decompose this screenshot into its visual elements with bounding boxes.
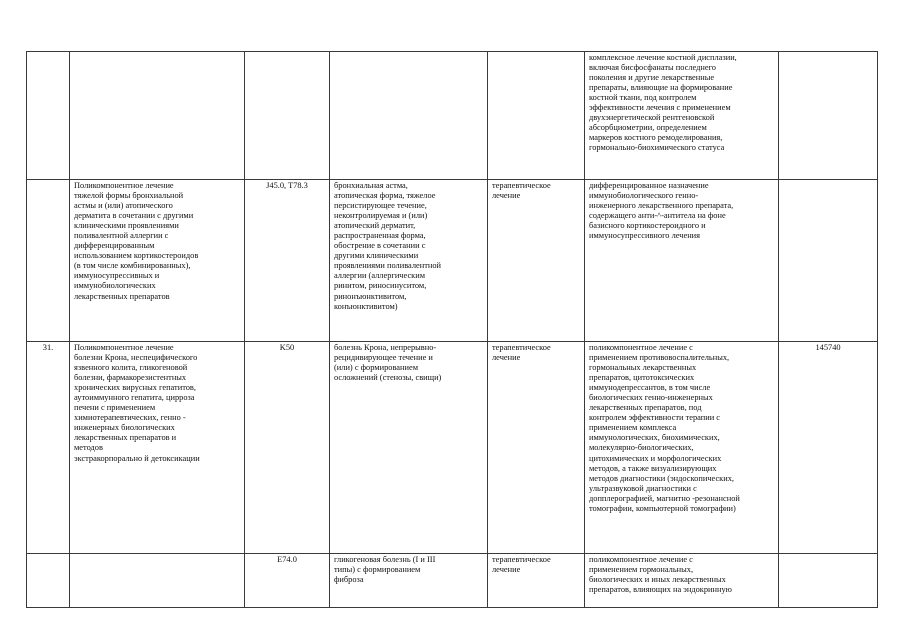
treatment-name-cell: Поликомпонентное лечение тяжелой формы бронхиальной астмы и (или) атопического дерматита в сочетании с другими клиническими проявлениями поливалентной аллергии с дифференцированным использованием кортикостероидов (в том числе комбинированных), иммуносупрессивных и иммунобиологических лекарственных препаратов <box>70 180 245 342</box>
price-cell <box>779 180 878 342</box>
treatment-type-cell <box>488 52 585 180</box>
treatment-type-cell: терапевтическое лечение <box>488 342 585 554</box>
table-row <box>27 554 878 608</box>
patient-model-cell: бронхиальная астма, атопическая форма, тяжелое персистирующее течение, неконтролируемая и (или) атопический дерматит, распространенная форма, обострение в сочетании с другими клиническими проявлениями поливалентной аллергии (аллергическим ринитом, риносинуситом, ринонъюнктивитом, конъюнктивитом) <box>330 180 488 342</box>
price-cell <box>779 52 878 180</box>
price-cell <box>779 554 878 608</box>
treatment-method-cell: дифференцированное назначение иммунобиологического генно- инженерного лекарственного препарата, содержащего анти-^-антитела на фоне базисного кортикостероидного и иммуносупрессивного лечения <box>585 180 779 342</box>
table-row <box>27 180 878 342</box>
icd-code-cell <box>245 52 330 180</box>
treatment-type-cell: терапевтическое лечение <box>488 180 585 342</box>
treatment-name-cell <box>70 554 245 608</box>
icd-code-cell: J45.0, T78.3 <box>245 180 330 342</box>
icd-code-cell: E74.0 <box>245 554 330 608</box>
patient-model-cell: гликогеновая болезнь (I и III типы) с формированием фиброза <box>330 554 488 608</box>
treatment-method-cell: поликомпонентное лечение с применением противовоспалительных, гормональных лекарственных препаратов, цитотоксических иммунодепрессантов, в том числе биологических генно-инженерных лекарственных препаратов, под контролем эффективности терапии с применением комплекса иммунологических, биохимических, молекулярно-биологических, цитохимических и морфологических методов, а также визуализирующих методов диагностики (эндоскопических, ультразвуковой диагностики с допплерографией, магнитно -резонансной томографии, компьютерной томографии) <box>585 342 779 554</box>
table-row <box>27 342 878 554</box>
row-number-cell: 31. <box>27 342 70 554</box>
treatment-type-cell: терапевтическое лечение <box>488 554 585 608</box>
patient-model-cell: болезнь Крона, непрерывно- рецидивирующее течение и (или) с формированием осложнений (стенозы, свищи) <box>330 342 488 554</box>
treatment-name-cell: Поликомпонентное лечение болезни Крона, неспецифического язвенного колита, гликогеновой болезни, фармакорезистентных хронических вирусных гепатитов, аутоиммунного гепатита, цирроза печени с применением химиотерапевтических, генно - инженерных биологических лекарственных препаратов и методов экстракорпорально й детоксикации <box>70 342 245 554</box>
treatment-name-cell <box>70 52 245 180</box>
patient-model-cell <box>330 52 488 180</box>
table-row <box>27 52 878 180</box>
row-number-cell <box>27 52 70 180</box>
row-number-cell <box>27 180 70 342</box>
treatment-method-cell: комплексное лечение костной дисплазии, включая бисфосфанаты последнего поколения и другие лекарственные препараты, влияющие на формирование костной ткани, под контролем эффективности лечения с применением двухэнергетической рентгеновской абсорбциометрии, определением маркеров костного ремоделирования, гормонально-биохимического статуса <box>585 52 779 180</box>
treatment-table <box>26 51 878 608</box>
price-cell: 145740 <box>779 342 878 554</box>
icd-code-cell: K50 <box>245 342 330 554</box>
row-number-cell <box>27 554 70 608</box>
treatment-method-cell: поликомпонентное лечение с применением гормональных, биологических и иных лекарственных препаратов, влияющих на эндокринную <box>585 554 779 608</box>
